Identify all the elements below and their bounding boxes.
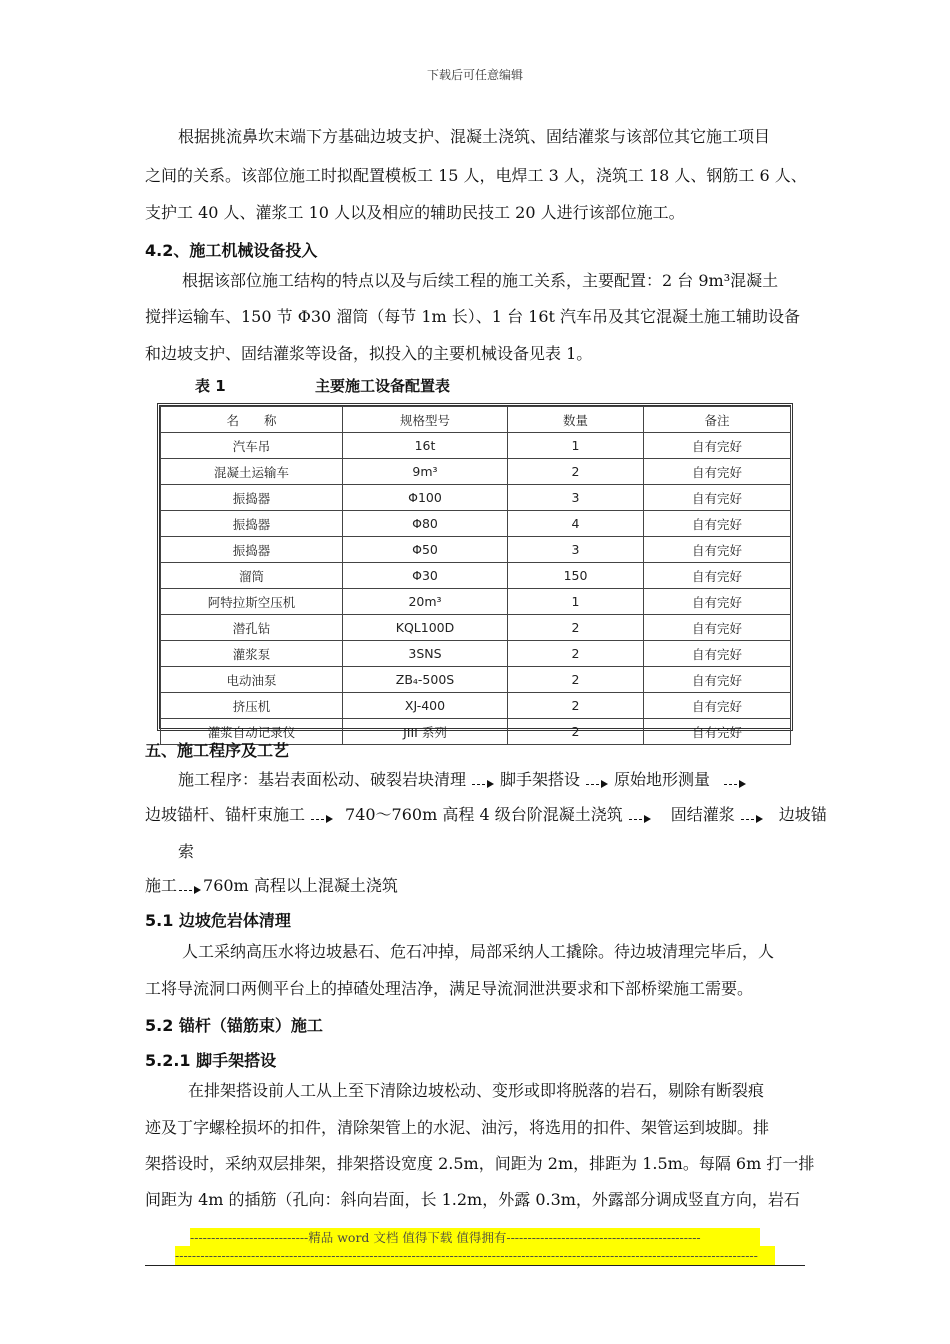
table-row xyxy=(161,433,791,459)
cell-spec: Φ30 xyxy=(343,563,508,589)
flow-step-clear: 施工程序：基岩表面松动、破裂岩块清理 xyxy=(178,770,467,789)
equipment-table-frame xyxy=(157,403,793,740)
para2-line3: 和边坡支护、固结灌浆等设备，拟投入的主要机械设备见表 1。 xyxy=(145,344,593,363)
cell-note: 自有完好 xyxy=(644,615,791,641)
flow-step-pour: 740～760m 高程 4 级台阶混凝土浇筑 xyxy=(345,805,623,824)
flow-line4 xyxy=(145,877,398,895)
header-name: 名 称 xyxy=(161,407,343,433)
header-qty: 数量 xyxy=(508,407,644,433)
cell-qty: 3 xyxy=(508,537,644,563)
cell-spec: KQL100D xyxy=(343,615,508,641)
cell-name: 振捣器 xyxy=(161,537,343,563)
section-5-heading: 五、施工程序及工艺 xyxy=(145,741,290,760)
cell-spec: Φ50 xyxy=(343,537,508,563)
flow-line1 xyxy=(178,771,752,789)
flow-line3: 索 xyxy=(178,842,195,861)
cell-note: 自有完好 xyxy=(644,537,791,563)
flow-step-cable: 边坡锚 xyxy=(778,805,827,824)
section-5-2-1-heading: 5.2.1 脚手架搭设 xyxy=(145,1051,277,1070)
cell-note: 自有完好 xyxy=(644,641,791,667)
arrow-right-icon xyxy=(741,809,763,823)
table-row xyxy=(161,511,791,537)
cell-note: 自有完好 xyxy=(644,459,791,485)
para3-line1: 人工采纳高压水将边坡悬石、危石冲掉，局部采纳人工撬除。待边坡清理完毕后，人 xyxy=(182,942,775,961)
table-row xyxy=(161,459,791,485)
cell-spec: 3SNS xyxy=(343,641,508,667)
cell-spec: Φ80 xyxy=(343,511,508,537)
flow-step-pour-upper: 760m 高程以上混凝土浇筑 xyxy=(203,876,398,895)
para4-line4: 间距为 4m 的插筋（孔向：斜向岩面，长 1.2m，外露 0.3m，外露部分调成竖直方向，岩石 xyxy=(145,1190,800,1209)
cell-name: 阿特拉斯空压机 xyxy=(161,589,343,615)
flow-step-grout: 固结灌浆 xyxy=(670,805,735,824)
cell-name: 灌浆自动记录仪 xyxy=(161,719,343,745)
para1-line1: 根据挑流鼻坎末端下方基础边坡支护、混凝土浇筑、固结灌浆与该部位其它施工项目 xyxy=(178,127,771,146)
arrow-right-icon xyxy=(472,774,494,788)
cell-note: 自有完好 xyxy=(644,563,791,589)
flow-step-anchor: 边坡锚杆、锚杆束施工 xyxy=(145,805,306,824)
cell-qty: 4 xyxy=(508,511,644,537)
cell-name: 混凝土运输车 xyxy=(161,459,343,485)
cell-spec: 20m³ xyxy=(343,589,508,615)
cell-spec: 16t xyxy=(343,433,508,459)
cell-note: 自有完好 xyxy=(644,589,791,615)
cell-qty: 3 xyxy=(508,485,644,511)
table-caption-label: 表 1 xyxy=(195,377,226,395)
cell-qty: 2 xyxy=(508,459,644,485)
cell-name: 溜筒 xyxy=(161,563,343,589)
table-row xyxy=(161,485,791,511)
table-row xyxy=(161,589,791,615)
table-caption-title: 主要施工设备配置表 xyxy=(315,377,451,395)
page-header: 下载后可任意编辑 xyxy=(426,68,523,82)
cell-name: 电动油泵 xyxy=(161,667,343,693)
para1-line2: 之间的关系。该部位施工时拟配置模板工 15 人，电焊工 3 人，浇筑工 18 人、钢筋工 6 人、 xyxy=(145,166,807,185)
cell-name: 振捣器 xyxy=(161,485,343,511)
para4-line3: 架搭设时，采纳双层排架，排架搭设宽度 2.5m，间距为 2m，排距为 1.5m。每隔 6m 打一排 xyxy=(145,1154,815,1173)
para4-line1: 在排架搭设前人工从上至下清除边坡松动、变形或即将脱落的岩石，剔除有断裂痕 xyxy=(188,1081,765,1100)
cell-qty: 2 xyxy=(508,615,644,641)
cell-note: 自有完好 xyxy=(644,693,791,719)
cell-name: 汽车吊 xyxy=(161,433,343,459)
table-row xyxy=(161,667,791,693)
equipment-table xyxy=(160,406,791,745)
cell-name: 潜孔钻 xyxy=(161,615,343,641)
cell-note: 自有完好 xyxy=(644,719,791,745)
cell-note: 自有完好 xyxy=(644,511,791,537)
section-5-2-heading: 5.2 锚杆（锚筋束）施工 xyxy=(145,1016,323,1035)
cell-qty: 2 xyxy=(508,693,644,719)
para3-line2: 工将导流洞口两侧平台上的掉碴处理洁净，满足导流洞泄洪要求和下部桥梁施工需要。 xyxy=(145,979,754,998)
section-4-2-heading: 4.2、施工机械设备投入 xyxy=(145,241,318,260)
cell-note: 自有完好 xyxy=(644,485,791,511)
table-row xyxy=(161,563,791,589)
footer-banner-line2: ------------------------------------------------------------------------------------------------------------------------------------------ xyxy=(175,1246,775,1265)
cell-qty: 2 xyxy=(508,641,644,667)
section-5-1-heading: 5.1 边坡危岩体清理 xyxy=(145,911,291,930)
arrow-right-icon xyxy=(179,880,201,894)
cell-qty: 150 xyxy=(508,563,644,589)
para4-line2: 迹及丁字螺栓损坏的扣件，清除架管上的水泥、油污，将选用的扣件、架管运到坡脚。排 xyxy=(145,1118,770,1137)
cell-qty: 2 xyxy=(508,719,644,745)
cell-qty: 2 xyxy=(508,667,644,693)
header-note: 备注 xyxy=(644,407,791,433)
cell-qty: 1 xyxy=(508,589,644,615)
cell-spec: ZB₄-500S xyxy=(343,667,508,693)
cell-qty: 1 xyxy=(508,433,644,459)
table-row xyxy=(161,615,791,641)
cell-spec: 9m³ xyxy=(343,459,508,485)
cell-name: 振捣器 xyxy=(161,511,343,537)
table-header-row xyxy=(161,407,791,433)
cell-spec: XJ-400 xyxy=(343,693,508,719)
cell-spec: Φ100 xyxy=(343,485,508,511)
table-row xyxy=(161,537,791,563)
table-row xyxy=(161,693,791,719)
para2-line1: 根据该部位施工结构的特点以及与后续工程的施工关系，主要配置：2 台 9m³混凝土 xyxy=(182,271,779,290)
arrow-right-icon xyxy=(724,774,746,788)
table-row xyxy=(161,641,791,667)
cell-note: 自有完好 xyxy=(644,667,791,693)
flow-step-scaffold: 脚手架搭设 xyxy=(500,770,581,789)
cell-note: 自有完好 xyxy=(644,433,791,459)
arrow-right-icon xyxy=(629,809,651,823)
para1-line3: 支护工 40 人、灌浆工 10 人以及相应的辅助民技工 20 人进行该部位施工。 xyxy=(145,203,685,222)
cell-name: 挤压机 xyxy=(161,693,343,719)
footer-banner-line1: ----------------------------精品 word 文档 值得下载 值得拥有---------------------------------------------- xyxy=(190,1228,760,1247)
header-spec: 规格型号 xyxy=(343,407,508,433)
flow-line2 xyxy=(145,806,827,824)
para2-line2: 搅拌运输车、150 节 Φ30 溜筒（每节 1m 长）、1 台 16t 汽车吊及其它混凝土施工辅助设备 xyxy=(145,307,801,326)
flow-step-survey: 原始地形测量 xyxy=(614,770,711,789)
arrow-right-icon xyxy=(586,774,608,788)
cell-spec: JIII 系列 xyxy=(343,719,508,745)
arrow-right-icon xyxy=(311,809,333,823)
cell-name: 灌浆泵 xyxy=(161,641,343,667)
flow-step-construct: 施工 xyxy=(145,876,178,895)
footer-rule xyxy=(145,1265,805,1266)
